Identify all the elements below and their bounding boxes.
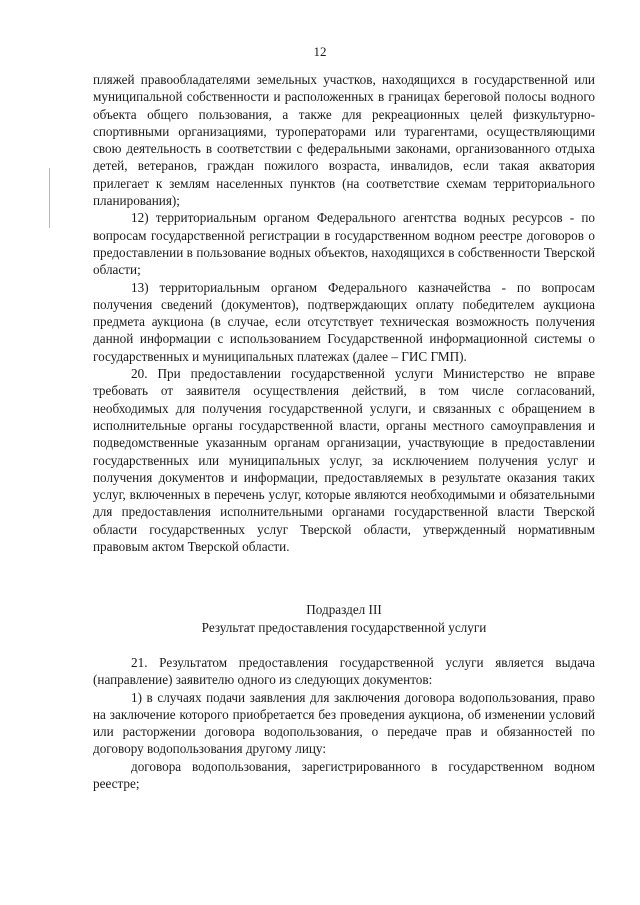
page-number: 12	[313, 44, 327, 59]
paragraph-beaches: пляжей правообладателями земельных участков, находящихся в государственной или муниципальной собственности и расположенных в границах береговой полосы водного объекта общего пользования, а также для рекреационных целей физкультурно-спортивными организациями, туроператорами или турагентами, осуществляющими свою деятельность в соответствии с федеральными законами, организованного отдыха детей, ветеранов, граждан пожилого возраста, инвалидов, если такая акватория прилегает к землям населенных пунктов (на соответствие схемам территориального планирования);	[93, 72, 595, 209]
paragraph-21: 21. Результатом предоставления государственной услуги является выдача (направление) заявителю одного из следующих документов:	[93, 654, 595, 688]
subsection-number: Подраздел III	[306, 602, 382, 618]
paragraph-item-13: 13) территориальным органом Федерального казначейства - по вопросам получения сведений (документов), подтверждающих оплату победителем аукциона предмета аукциона (в случае, если отсутствует техническая возможность получения данной информации с использованием Государственной информационной системы о государственных и муниципальных платежах (далее – ГИС ГМП).	[93, 279, 595, 364]
document-body	[93, 71, 595, 792]
paragraph-21-item-1: 1) в случаях подачи заявления для заключения договора водопользования, право на заключение которого приобретается без проведения аукциона, об изменении условий или расторжении договора водопользования, о передаче прав и обязанностей по договору водопользования другому лицу:	[93, 689, 595, 757]
paragraph-20: 20. При предоставлении государственной услуги Министерство не вправе требовать от заявителя осуществления действий, в том числе согласований, необходимых для получения государственной услуги, и связанных с обращением в исполнительные органы государственной власти, органы местного самоуправления и подведомственные указанным органам организации, участвующие в предоставлении государственных или муниципальных услуг, за исключением получения услуг и получения документов и информации, предоставляемых в результате оказания таких услуг, включенных в перечень услуг, которые являются необходимыми и обязательными для предоставления исполнительными органами государственной власти Тверской области государственных услуг Тверской области, утвержденный нормативным правовым актом Тверской области.	[93, 366, 595, 555]
subsection-title: Результат предоставления государственной услуги	[201, 619, 487, 635]
scan-margin-mark	[49, 168, 50, 228]
paragraph-registered-contract: договора водопользования, зарегистрированного в государственном водном реестре;	[93, 758, 595, 791]
subsection-heading	[93, 601, 595, 636]
paragraph-item-12: 12) территориальным органом Федерального агентства водных ресурсов - по вопросам государственной регистрации в государственном водном реестре договоров о предоставлении в пользование водных объектов, находящихся в собственности Тверской области;	[93, 210, 595, 278]
